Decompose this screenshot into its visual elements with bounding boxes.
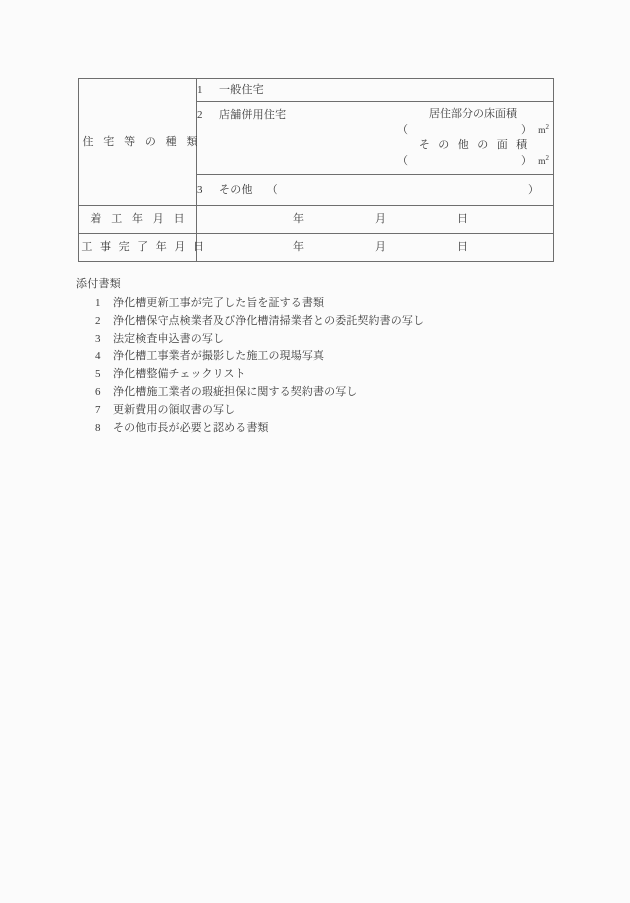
attachment-number: 7 xyxy=(95,403,101,416)
cell-housing-option-2[interactable] xyxy=(197,102,554,175)
table-row-housing-type-1 xyxy=(79,79,554,102)
option-number-1: 1 xyxy=(197,83,203,96)
attachment-number: 3 xyxy=(95,332,101,345)
table-row-completion-date xyxy=(79,234,554,262)
start-date-month[interactable]: 月 xyxy=(375,213,386,226)
floor-area-fields-group xyxy=(397,107,549,169)
row-label-completion-date: 工 事 完 了 年 月 日 xyxy=(79,234,197,262)
row-label-start-date: 着 工 年 月 日 xyxy=(79,206,197,234)
unit-square-meter-other: $m^2$ xyxy=(538,153,549,167)
attachments-heading: 添付書類 xyxy=(76,278,121,290)
option-number-2: 2 xyxy=(197,109,203,121)
completion-date-day[interactable]: 日 xyxy=(457,241,468,254)
paren-open-residential: （ xyxy=(397,123,408,136)
attachment-label: 浄化槽保守点検業者及び浄化槽清掃業者との委託契約書の写し xyxy=(113,314,425,327)
attachment-label: その他市長が必要と認める書類 xyxy=(113,421,269,434)
cell-housing-option-1[interactable] xyxy=(197,79,554,102)
unit-square-meter-residential: $m^2$ xyxy=(538,122,549,136)
option-label-1: 一般住宅 xyxy=(219,83,264,96)
list-item xyxy=(76,384,556,402)
cell-housing-option-3[interactable] xyxy=(197,175,554,206)
attachments-list xyxy=(76,295,556,438)
paren-close-other-area: ） xyxy=(521,154,532,167)
option-label-3: その他 xyxy=(219,183,253,196)
attachment-number: 5 xyxy=(95,368,101,381)
paren-open-other-type: （ xyxy=(266,183,278,196)
paren-open-other-area: （ xyxy=(397,154,408,167)
residential-floor-area-label: 居住部分の床面積 xyxy=(429,108,517,120)
list-item xyxy=(76,348,556,366)
attachment-label: 浄化槽工事業者が撮影した施工の現場写真 xyxy=(113,350,325,363)
start-date-day[interactable]: 日 xyxy=(457,213,468,226)
row-label-housing-type: 住 宅 等 の 種 類 xyxy=(79,79,197,206)
attachment-number: 2 xyxy=(95,314,101,327)
completion-date-year[interactable]: 年 xyxy=(293,241,304,254)
attachment-number: 4 xyxy=(95,350,101,363)
completion-date-month[interactable]: 月 xyxy=(375,241,386,254)
list-item xyxy=(76,366,556,384)
list-item xyxy=(76,313,556,331)
list-item xyxy=(76,331,556,349)
list-item xyxy=(76,295,556,313)
paren-close-residential: ） xyxy=(521,123,532,136)
attachment-number: 6 xyxy=(95,386,101,398)
option-number-3: 3 xyxy=(197,183,203,196)
housing-type-form-table xyxy=(78,78,554,262)
residential-floor-area-input[interactable] xyxy=(397,123,549,139)
paren-close-other-type: ） xyxy=(528,183,539,196)
option-2-label-group xyxy=(197,107,286,124)
list-item xyxy=(76,420,556,438)
start-date-year[interactable]: 年 xyxy=(293,213,304,226)
attachment-number: 1 xyxy=(95,296,101,309)
attachments-section xyxy=(76,277,556,437)
attachment-label: 法定検査申込書の写し xyxy=(113,332,225,345)
other-area-label: そ の 他 の 面 積 xyxy=(418,139,531,152)
attachment-label: 浄化槽整備チェックリスト xyxy=(113,368,246,381)
attachment-label: 浄化槽施工業者の瑕疵担保に関する契約書の写し xyxy=(113,386,358,398)
attachment-label: 更新費用の領収書の写し xyxy=(113,403,236,416)
attachment-label: 浄化槽更新工事が完了した旨を証する書類 xyxy=(113,296,325,309)
other-area-input[interactable] xyxy=(397,154,549,170)
option-label-2: 店舗併用住宅 xyxy=(219,109,287,121)
table-row-start-date xyxy=(79,206,554,234)
cell-completion-date[interactable] xyxy=(197,234,554,262)
cell-start-date[interactable] xyxy=(197,206,554,234)
list-item xyxy=(76,402,556,420)
attachment-number: 8 xyxy=(95,421,101,434)
